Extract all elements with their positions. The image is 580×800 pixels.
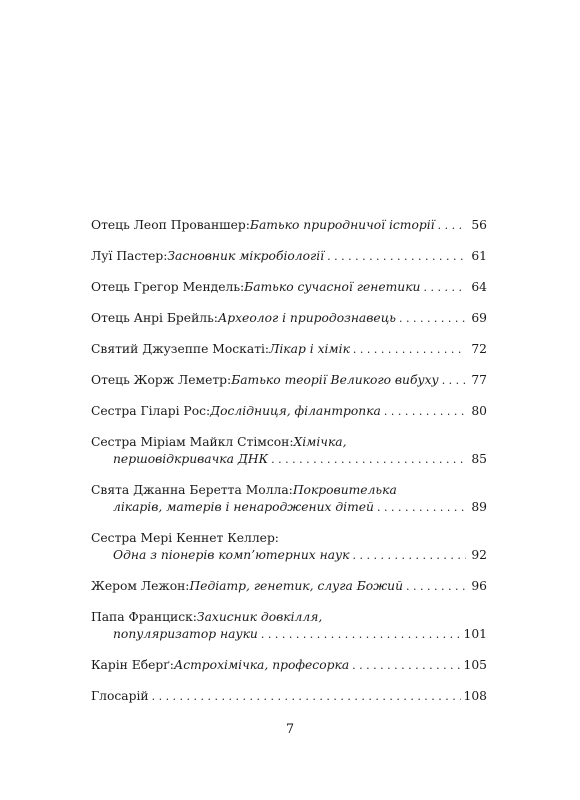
toc-entry-glossary <box>91 688 487 705</box>
toc-entry-description: Захисник довкілля, <box>196 610 323 624</box>
toc-entry-description: Дослідниця, філантропка <box>210 404 381 418</box>
toc-entry-page: 69 <box>471 311 487 325</box>
dot-leader <box>152 688 461 705</box>
dot-leader <box>438 217 466 234</box>
toc-entry-title: Глосарій <box>91 689 149 703</box>
table-of-contents <box>91 217 487 705</box>
page-number: 7 <box>285 722 295 737</box>
toc-entry-page: 108 <box>463 689 487 703</box>
toc-entry-page: 85 <box>471 452 487 466</box>
toc-entry-description: Батько природничої історії <box>249 218 435 232</box>
toc-entry-title: Сестра Гіларі Рос: <box>91 404 211 418</box>
toc-entry-description: Педіатр, генетик, слуга Божий <box>189 579 404 593</box>
toc-entry-description: Астрохімічка, професорка <box>173 658 350 672</box>
toc-entry-title: Свята Джанна Беретта Молла: <box>91 483 293 497</box>
toc-entry-title: Отець Анрі Брейль: <box>91 311 218 325</box>
toc-entry-description: Засновник мікробіології <box>167 249 325 263</box>
toc-entry-title: Сестра Мері Кеннет Келлер: <box>91 531 279 545</box>
toc-entry <box>91 530 487 564</box>
toc-entry-page: 101 <box>463 627 487 641</box>
toc-entry <box>91 248 487 265</box>
toc-entry <box>91 217 487 234</box>
toc-entry <box>91 279 487 296</box>
toc-entry-page: 72 <box>471 342 487 356</box>
toc-entry-title: Сестра Міріам Майкл Стімсон: <box>91 435 294 449</box>
toc-entry <box>91 310 487 327</box>
toc-entry-page: 89 <box>471 500 487 514</box>
toc-entry-page: 61 <box>471 249 487 263</box>
toc-entry-page: 96 <box>471 579 487 593</box>
dot-leader <box>261 626 461 643</box>
toc-entry-description: Батько теорії Великого вибуху <box>231 373 439 387</box>
dot-leader <box>271 451 466 468</box>
toc-entry-description: Покровителька <box>292 483 397 497</box>
toc-entry <box>91 341 487 358</box>
toc-entry-description: Хімічка, <box>293 435 347 449</box>
toc-entry <box>91 482 487 516</box>
dot-leader <box>353 547 466 564</box>
toc-entry-page: 92 <box>471 548 487 562</box>
dot-leader <box>423 279 466 296</box>
dot-leader <box>442 372 466 389</box>
toc-entry-description-continued: лікарів, матерів і ненароджених дітей <box>113 500 374 514</box>
toc-entry-page: 64 <box>471 280 487 294</box>
toc-entry-title: Отець Жорж Леметр: <box>91 373 232 387</box>
toc-entry <box>91 372 487 389</box>
toc-entry-page: 77 <box>471 373 487 387</box>
toc-entry <box>91 403 487 420</box>
toc-entry-page: 80 <box>471 404 487 418</box>
toc-entry <box>91 578 487 595</box>
toc-entry <box>91 434 487 468</box>
toc-entry-description: Лікар і хімік <box>269 342 350 356</box>
dot-leader <box>384 403 466 420</box>
dot-leader <box>399 310 466 327</box>
toc-entry-title: Святий Джузеппе Москаті: <box>91 342 270 356</box>
toc-entry-title: Отець Леоп Прованшер: <box>91 218 250 232</box>
dot-leader <box>352 657 460 674</box>
toc-entry-page: 56 <box>471 218 487 232</box>
dot-leader <box>327 248 466 265</box>
toc-entry-description: Батько сучасної генетики <box>244 280 421 294</box>
dot-leader <box>406 578 466 595</box>
toc-entry-title: Папа Франциск: <box>91 610 197 624</box>
toc-entry-description-continued: першовідкривачка ДНК <box>113 452 269 466</box>
toc-entry <box>91 657 487 674</box>
toc-entry-title: Луї Пастер: <box>91 249 168 263</box>
toc-entry-description: Археолог і природознавець <box>217 311 396 325</box>
dot-leader <box>353 341 466 358</box>
toc-entry-title: Отець Грегор Мендель: <box>91 280 245 294</box>
toc-entry-description-continued: популяризатор науки <box>113 627 258 641</box>
toc-entry <box>91 609 487 643</box>
toc-entry-title: Жером Лежон: <box>91 579 190 593</box>
toc-entry-description-continued: Одна з піонерів комп’ютерних наук <box>113 548 350 562</box>
toc-entry-title: Карін Еберґ: <box>91 658 174 672</box>
dot-leader <box>377 499 466 516</box>
toc-entry-page: 105 <box>463 658 487 672</box>
